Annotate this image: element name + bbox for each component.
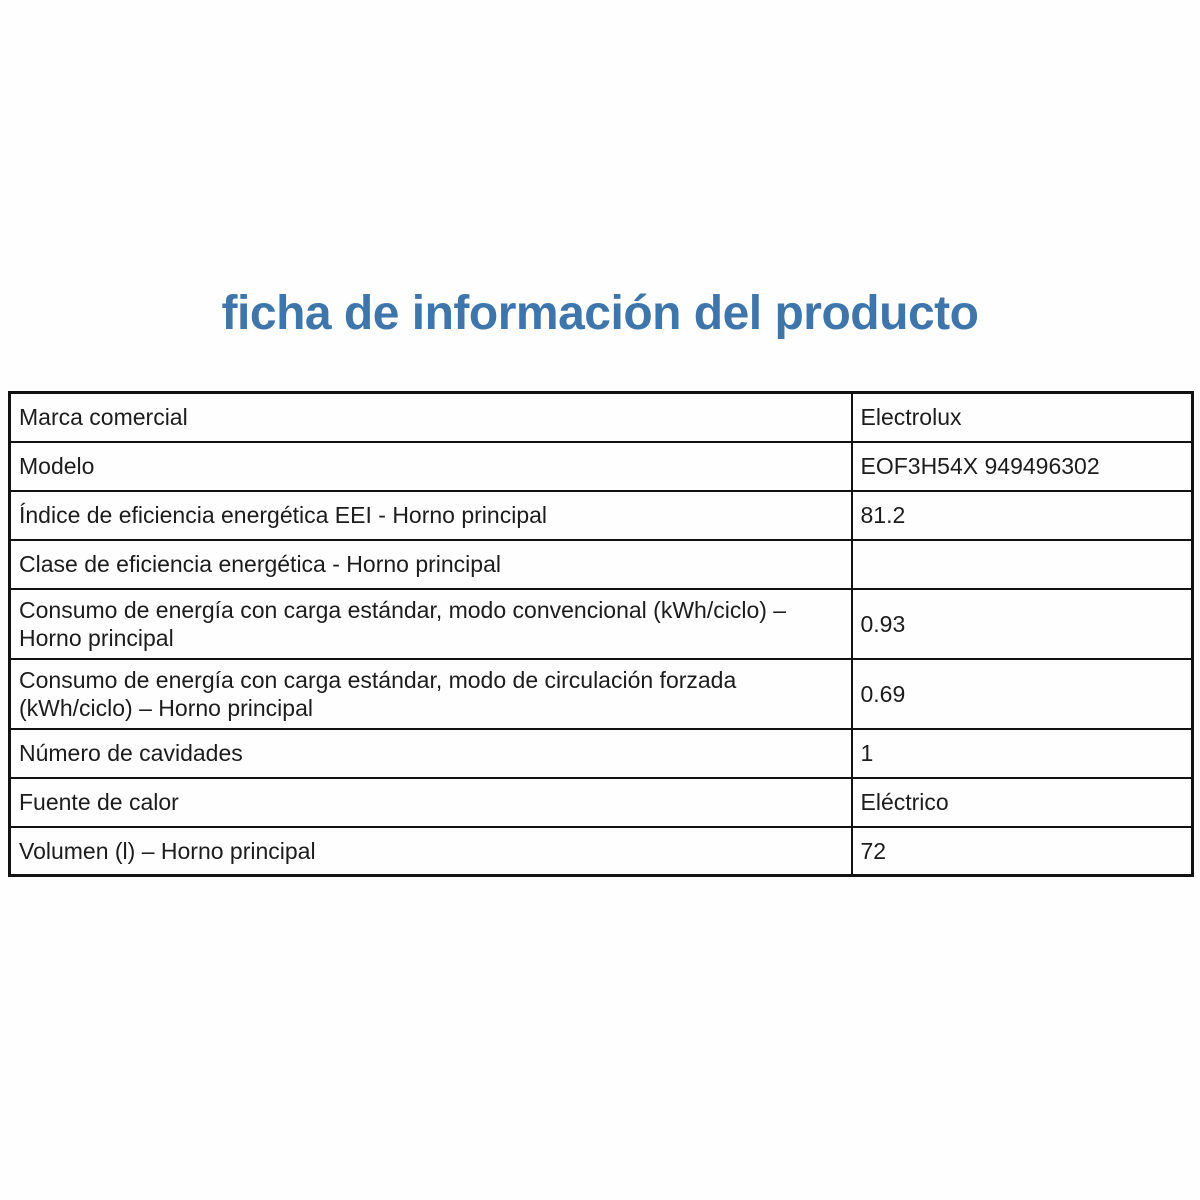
row-value: EOF3H54X 949496302: [852, 442, 1193, 491]
table-row: [10, 442, 1193, 491]
row-label: Marca comercial: [10, 393, 852, 442]
row-value: 0.69: [852, 659, 1193, 729]
row-value: 72: [852, 827, 1193, 876]
row-label: Volumen (l) – Horno principal: [10, 827, 852, 876]
row-label: Índice de eficiencia energética EEI - Horno principal: [10, 491, 852, 540]
page-title: ficha de información del producto: [221, 287, 979, 340]
row-value: Eléctrico: [852, 778, 1193, 827]
table-row: [10, 491, 1193, 540]
table-row: [10, 778, 1193, 827]
table-row: [10, 827, 1193, 876]
row-value: 81.2: [852, 491, 1193, 540]
row-value: 0.93: [852, 589, 1193, 659]
row-label: Fuente de calor: [10, 778, 852, 827]
row-label: Número de cavidades: [10, 729, 852, 778]
row-label: Consumo de energía con carga estándar, modo convencional (kWh/ciclo) – Horno principal: [10, 589, 852, 659]
table-row: [10, 589, 1193, 659]
row-label: Modelo: [10, 442, 852, 491]
row-value: [852, 540, 1193, 589]
row-label: Consumo de energía con carga estándar, modo de circulación forzada (kWh/ciclo) – Horno principal: [10, 659, 852, 729]
table-row: [10, 729, 1193, 778]
table-row: [10, 393, 1193, 442]
product-info-table: [8, 391, 1194, 877]
row-value: Electrolux: [852, 393, 1193, 442]
table-row: [10, 540, 1193, 589]
row-value: 1: [852, 729, 1193, 778]
row-label: Clase de eficiencia energética - Horno principal: [10, 540, 852, 589]
table-row: [10, 659, 1193, 729]
